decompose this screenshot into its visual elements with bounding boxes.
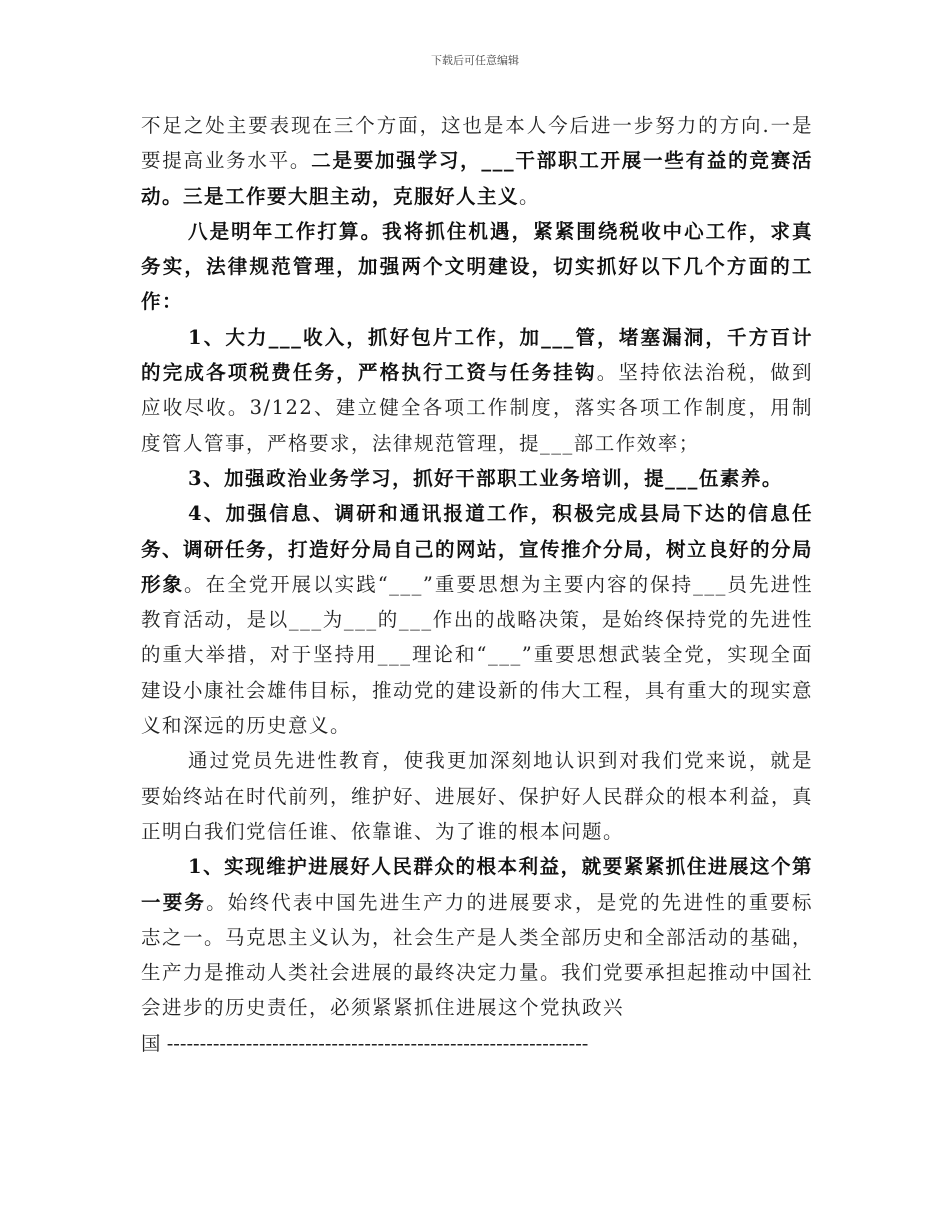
final-line: 国 ----------------------------------------------------------------	[141, 1031, 589, 1055]
paragraph	[141, 496, 813, 743]
bold-text-run: 1、大力___收入，抓好包片工作，加___管，堵塞漏洞，千方百计的完成各项税费任务，严格执行工资与任务挂钩	[141, 325, 813, 385]
text-run: 不足之处主要表现在三个方面，这也是本人今后进一步努力的方向.一是要提高业务水平。	[141, 114, 813, 173]
bold-text-run: 八是明年工作打算。我将抓住机遇，紧紧围绕税收中心工作，求真务实，法律规范管理，加强两个文明建设，切实抓好以下几个方面的工作：	[141, 219, 813, 314]
text-run: 通过党员先进性教育，使我更加深刻地认识到对我们党来说，就是要始终站在时代前列，维护好、进展好、保护好人民群众的根本利益，真正明白我们党信任谁、依靠谁、为了谁的根本问题。	[141, 749, 814, 843]
text-run: 。坚持依法治税，做到应收尽收。3/122、建立健全各项工作制度，落实各项工作制度，用制度管人管事，严格要求，法律规范管理，提___部工作效率；	[141, 361, 813, 455]
page-header: 下载后可任意编辑	[431, 54, 519, 67]
paragraph	[141, 743, 813, 849]
text-run: 。始终代表中国先进生产力的进展要求，是党的先进性的重要标志之一。马克思主义认为，社会生产是人类全部历史和全部活动的基础，生产力是推动人类社会进展的最终决定力量。我们党要承担起推动中国社会进步的历史责任，必须紧紧抓住进展这个党执政兴	[141, 890, 814, 1020]
bold-text-run: 3、加强政治业务学习，抓好干部职工业务培训，提___伍素养。	[188, 466, 783, 490]
bold-text-run: 二是要加强学习，___干部职工开展一些有益的竞赛活动。三是工作要大胆主动，克服好人主义	[141, 149, 813, 208]
paragraph	[141, 461, 813, 496]
bold-text-run: 4、加强信息、调研和通讯报道工作，积极完成县局下达的信息任务、调研任务，打造好分局自己的网站，宣传推介分局，树立良好的分局形象	[141, 502, 814, 596]
text-run: 。	[519, 184, 541, 208]
document-body	[141, 108, 813, 1061]
paragraph	[141, 320, 813, 461]
paragraph	[141, 214, 813, 320]
paragraph	[141, 108, 813, 214]
text-run: 。在全党开展以实践“___”重要思想为主要内容的保持___员先进性教育活动，是以___为___的___作出的战略决策，是始终保持党的先进性的重大举措，对于坚持用___理论和“___”重要思想武装全党，实现全面建设小康社会雄伟目标，推动党的建设新的伟大工程，具有重大的现实意义和深远的历史意义。	[141, 572, 814, 738]
bold-text-run: 1、实现维护进展好人民群众的根本利益，就要紧紧抓住进展这个第一要务	[141, 855, 813, 914]
paragraph	[141, 849, 813, 1025]
